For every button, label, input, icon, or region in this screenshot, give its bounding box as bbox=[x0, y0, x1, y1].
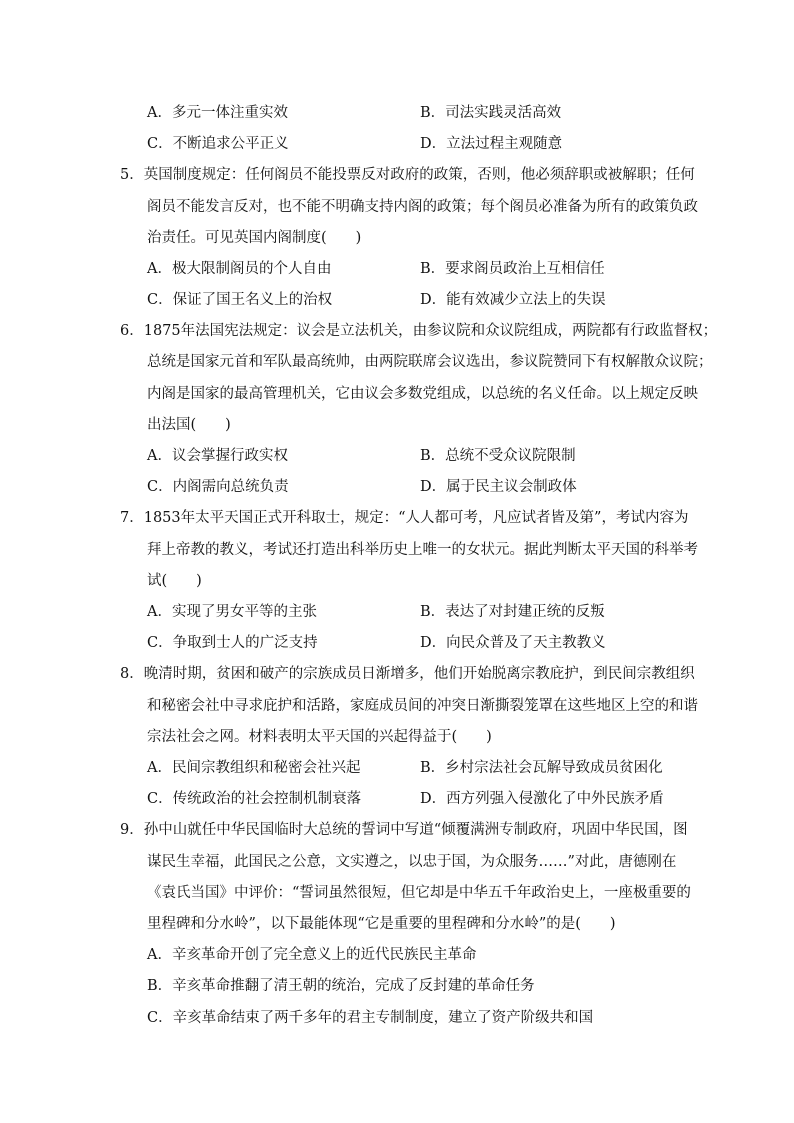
q5-option-a: A．极大限制阁员的个人自由 bbox=[147, 261, 332, 277]
q8-option-d: D．西方列强入侵激化了中外民族矛盾 bbox=[420, 791, 664, 807]
q7-option-b: B．表达了对封建正统的反叛 bbox=[420, 604, 605, 620]
q5-option-c: C．保证了国王名义上的治权 bbox=[147, 292, 333, 308]
q5-stem-line-3: 治责任。可见英国内阁制度( ) bbox=[147, 230, 362, 246]
q7-option-a: A．实现了男女平等的主张 bbox=[147, 604, 317, 620]
q6-stem-line-4: 出法国( ) bbox=[147, 417, 231, 433]
q6-option-c: C．内阁需向总统负责 bbox=[147, 479, 289, 495]
q5-stem-line-1: 5．英国制度规定：任何阁员不能投票反对政府的政策，否则，他必须辞职或被解职；任何 bbox=[120, 167, 695, 183]
q6-stem-line-3: 内阁是国家的最高管理机关，它由议会多数党组成，以总统的名义任命。以上规定反映 bbox=[147, 386, 698, 402]
q7-option-c: C．争取到士人的广泛支持 bbox=[147, 635, 318, 651]
q5-option-d: D．能有效减少立法上的失误 bbox=[420, 292, 606, 308]
q8-option-b: B．乡村宗法社会瓦解导致成员贫困化 bbox=[420, 760, 663, 776]
q9-stem-line-2: 谋民生幸福，此国民之公意，文实遵之，以忠于国，为众服务……”对此，唐德刚在 bbox=[147, 854, 677, 870]
q6-option-d: D．属于民主议会制政体 bbox=[420, 479, 577, 495]
q7-stem-line-2: 拜上帝教的教义，考试还打造出科举历史上唯一的女状元。据此判断太平天国的科举考 bbox=[147, 542, 698, 558]
q4-option-d: D．立法过程主观随意 bbox=[420, 136, 563, 152]
q4-option-b: B．司法实践灵活高效 bbox=[420, 105, 562, 121]
q7-stem-line-3: 试( ) bbox=[147, 573, 202, 589]
q6-stem-line-2: 总统是国家元首和军队最高统帅，由两院联席会议选出，参议院赞同下有权解散众议院； bbox=[147, 354, 713, 370]
q8-option-a: A．民间宗教组织和秘密会社兴起 bbox=[147, 760, 361, 776]
q8-stem-line-2: 和秘密会社中寻求庇护和活路，家庭成员间的冲突日渐撕裂笼罩在这些地区上空的和谐 bbox=[147, 698, 698, 714]
q8-option-c: C．传统政治的社会控制机制衰落 bbox=[147, 791, 362, 807]
q9-stem-line-1: 9．孙中山就任中华民国临时大总统的誓词中写道“倾覆满洲专制政府，巩固中华民国，图 bbox=[120, 822, 688, 838]
q9-stem-line-4: 里程碑和分水岭”，以下最能体现“它是重要的里程碑和分水岭”的是( ) bbox=[147, 916, 616, 932]
q6-option-a: A．议会掌握行政实权 bbox=[147, 448, 288, 464]
q9-option-a: A．辛亥革命开创了完全意义上的近代民族民主革命 bbox=[147, 947, 477, 963]
q9-option-c: C．辛亥革命结束了两千多年的君主专制制度，建立了资产阶级共和国 bbox=[147, 1010, 594, 1026]
q6-option-b: B．总统不受众议院限制 bbox=[420, 448, 576, 464]
q8-stem-line-3: 宗法社会之网。材料表明太平天国的兴起得益于( ) bbox=[147, 729, 492, 745]
q8-stem-line-1: 8．晚清时期，贫困和破产的宗族成员日渐增多，他们开始脱离宗教庇护，到民间宗教组织 bbox=[120, 666, 695, 682]
q6-stem-line-1: 6．1875年法国宪法规定：议会是立法机关，由参议院和众议院组成，两院都有行政监督权； bbox=[120, 323, 718, 339]
q7-stem-line-1: 7．1853年太平天国正式开科取士，规定：“人人都可考，凡应试者皆及第”，考试内容为 bbox=[120, 510, 689, 526]
q9-stem-line-3: 《袁氏当国》中评价：“誓词虽然很短，但它却是中华五千年政治史上，一座极重要的 bbox=[147, 885, 691, 901]
q5-stem-line-2: 阁员不能发言反对，也不能不明确支持内阁的政策；每个阁员必准备为所有的政策负政 bbox=[147, 199, 698, 215]
q4-option-a: A．多元一体注重实效 bbox=[147, 105, 288, 121]
q4-option-c: C．不断追求公平正义 bbox=[147, 136, 289, 152]
q7-option-d: D．向民众普及了天主教教义 bbox=[420, 635, 606, 651]
q5-option-b: B．要求阁员政治上互相信任 bbox=[420, 261, 605, 277]
q9-option-b: B．辛亥革命推翻了清王朝的统治，完成了反封建的革命任务 bbox=[147, 978, 535, 994]
